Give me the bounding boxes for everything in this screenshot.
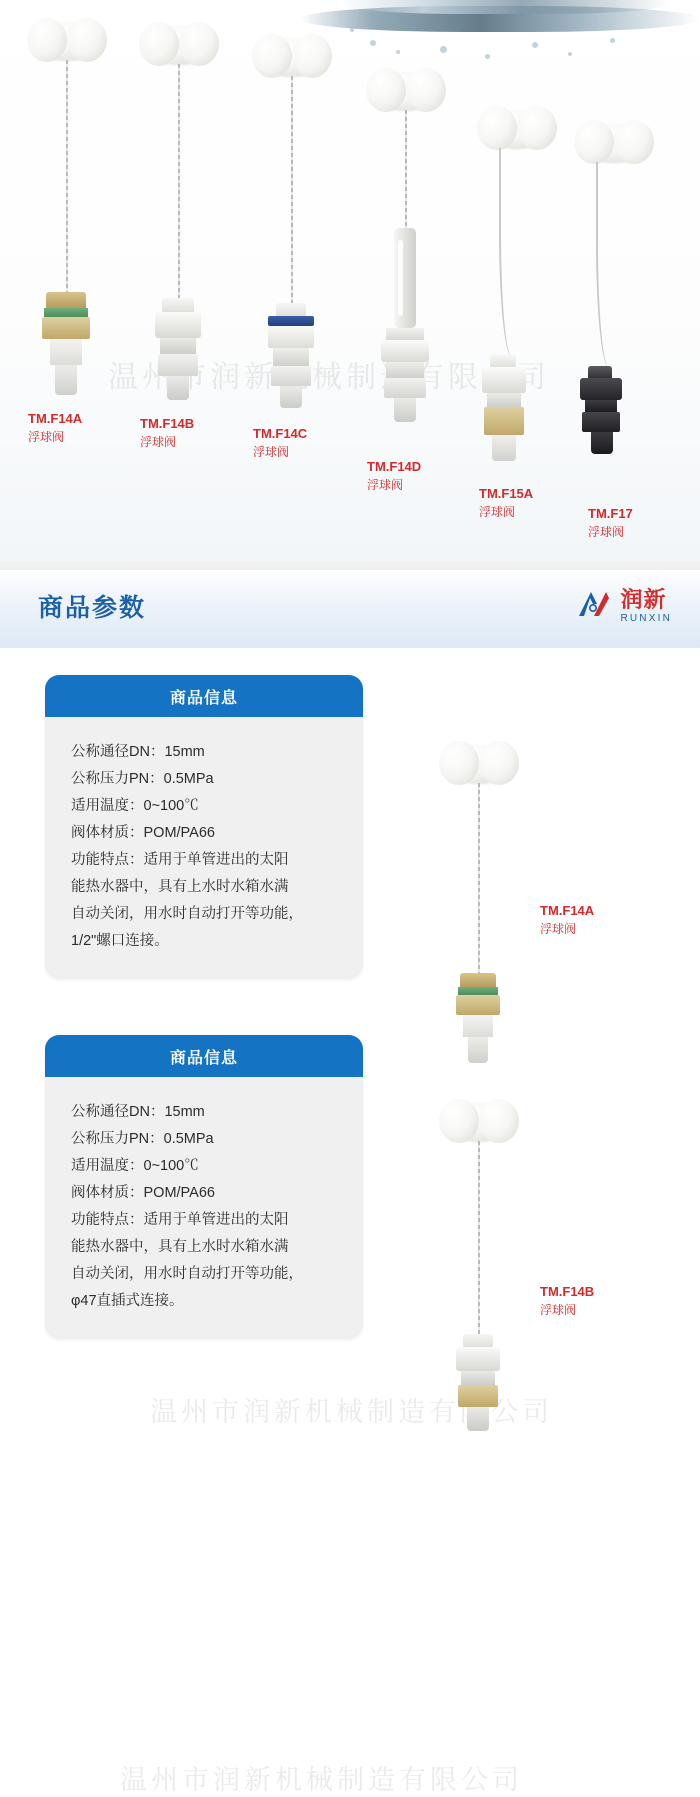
info-card-1-body [45, 717, 363, 979]
brand-name-en: RUNXIN [620, 612, 672, 624]
wire-icon [499, 148, 521, 358]
product-label-2: TM.F14B 浮球阀 [140, 416, 195, 449]
parameters-header [0, 570, 700, 648]
water-splash-image [300, 0, 700, 78]
spec-line: 自动关闭，用水时自动打开等功能， [71, 906, 303, 922]
spec-line: 1/2"螺口连接。 [71, 933, 169, 949]
brand-logo [573, 586, 672, 626]
spec-line: 自动关闭，用水时自动打开等功能， [71, 1266, 303, 1282]
spec-line: 公称压力PN：0.5MPa [71, 1131, 214, 1147]
spec-line: 能热水器中，具有上水时水箱水满 [71, 1239, 289, 1255]
info-card-2-body [45, 1077, 363, 1339]
wire-icon [596, 162, 618, 368]
page-title: 商品参数 [38, 594, 147, 622]
info-card-1 [45, 675, 363, 979]
spec-line: 公称通径DN：15mm [71, 1104, 205, 1120]
spec-line: 阀体材质：POM/PA66 [71, 1185, 215, 1201]
spec-line: 适用温度：0~100℃ [71, 1158, 199, 1174]
watermark-bottom: 温州市润新机械制造有限公司 [120, 1765, 523, 1795]
watermark-hero: 温州市润新机械制造有限公司 [108, 361, 550, 394]
info-card-2 [45, 1035, 363, 1339]
spec-line: 公称压力PN：0.5MPa [71, 771, 214, 787]
parameters-section [0, 570, 700, 1795]
spec-line: 能热水器中，具有上水时水箱水满 [71, 879, 289, 895]
brand-name-cn: 润新 [620, 586, 667, 612]
product-label-5: TM.F15A 浮球阀 [479, 486, 534, 519]
spec-line: φ47直插式连接。 [71, 1293, 184, 1309]
float-ball-icon [256, 38, 328, 76]
product-label-1: TM.F14A 浮球阀 [28, 411, 83, 444]
float-ball-icon [31, 22, 103, 60]
chain-icon [66, 60, 68, 295]
spec-line: 适用温度：0~100℃ [71, 798, 199, 814]
section-divider [0, 562, 700, 570]
chain-icon [291, 76, 293, 304]
float-ball-icon [143, 26, 215, 64]
spec-line: 功能特点：适用于单管进出的太阳 [71, 1212, 289, 1228]
info-card-1-header: 商品信息 [45, 675, 363, 717]
info-card-2-header: 商品信息 [45, 1035, 363, 1077]
card-1-figure-label: TM.F14A 浮球阀 [540, 903, 595, 936]
spec-line: 功能特点：适用于单管进出的太阳 [71, 852, 289, 868]
watermark-mid: 温州市润新机械制造有限公司 [150, 1397, 553, 1427]
chain-icon [478, 783, 480, 976]
card-2-figure-label: TM.F14B 浮球阀 [540, 1284, 595, 1317]
spec-line: 阀体材质：POM/PA66 [71, 825, 215, 841]
product-label-4: TM.F14D 浮球阀 [367, 459, 422, 492]
float-ball-icon [578, 124, 650, 162]
float-ball-icon [370, 72, 442, 110]
product-banner [0, 0, 700, 570]
product-label-3: TM.F14C 浮球阀 [253, 426, 308, 459]
float-ball-icon [443, 745, 515, 783]
chain-icon [405, 110, 407, 228]
float-ball-icon [443, 1103, 515, 1141]
runxin-mark-icon [573, 586, 613, 626]
chain-icon [178, 64, 180, 299]
float-ball-icon [481, 110, 553, 148]
product-label-6: TM.F17 浮球阀 [588, 506, 633, 539]
chain-icon [478, 1141, 480, 1336]
spec-line: 公称通径DN：15mm [71, 744, 205, 760]
